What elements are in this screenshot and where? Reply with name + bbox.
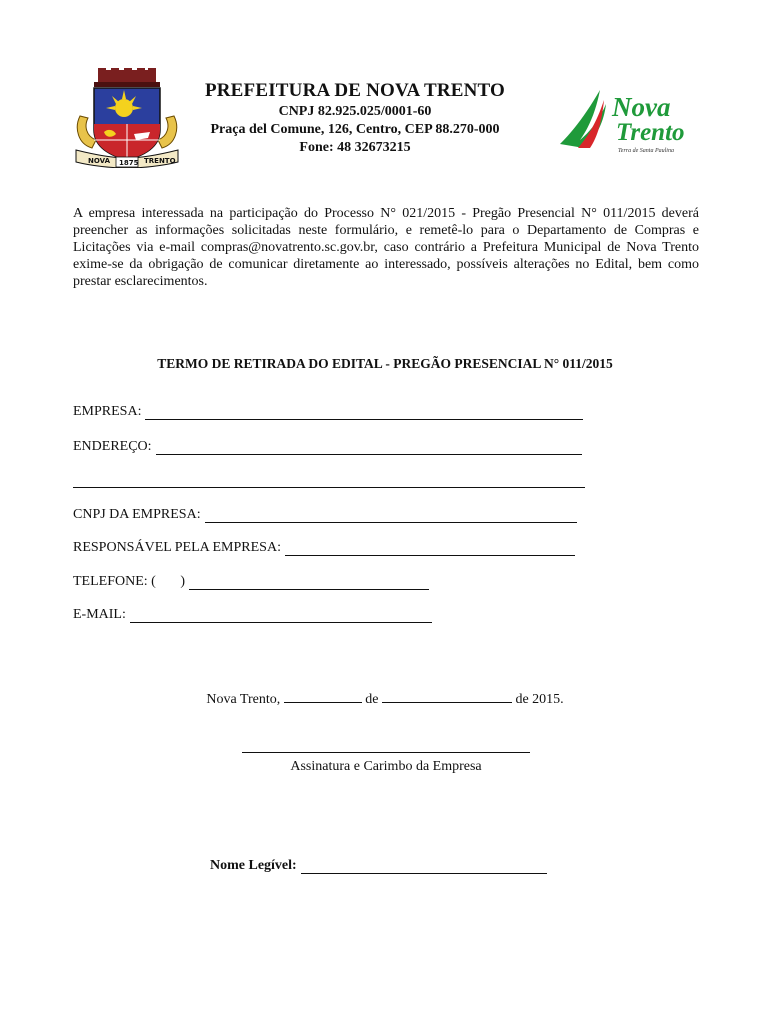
date-year: de 2015. [515, 692, 564, 707]
responsavel-label: RESPONSÁVEL PELA EMPRESA: [73, 540, 281, 555]
date-de: de [365, 692, 379, 707]
header-cnpj: CNPJ 82.925.025/0001-60 [278, 104, 432, 119]
crown-icon [94, 68, 160, 87]
empresa-field[interactable] [73, 404, 583, 420]
endereco-label: ENDEREÇO: [73, 439, 152, 454]
telefone-blank-line[interactable] [189, 576, 429, 590]
logo-text-nova: Nova [612, 92, 671, 122]
coat-of-arms-emblem [72, 68, 182, 168]
nome-legivel-label: Nome Legível: [210, 858, 297, 873]
logo-tagline: Terra de Santa Paulina [618, 148, 674, 154]
responsavel-field[interactable] [73, 540, 575, 556]
nome-legivel-blank-line[interactable] [301, 860, 547, 874]
ribbon-right-text: TRENTO [144, 157, 176, 165]
signature-line[interactable] [242, 752, 530, 753]
email-label: E-MAIL: [73, 607, 126, 622]
email-field[interactable] [73, 607, 432, 623]
header-address: Praça del Comune, 126, Centro, CEP 88.270-000 [210, 122, 500, 137]
ribbon-left-text: NOVA [88, 157, 110, 165]
telefone-label: TELEFONE: ( ) [73, 574, 185, 589]
nome-legivel-field[interactable] [210, 858, 547, 874]
intro-paragraph: A empresa interessada na participação do Processo N° 021/2015 - Pregão Presencial N° 011/2015 deverá preencher as informações solicitadas neste formulário, e remetê-lo para o Departamento de Compras e Licitações via e-mail compras@novatrento.sc.gov.br, caso contrário a Prefeitura Municipal de Nova Trento exime-se da obrigação de comunicar diretamente ao interessado, possíveis alterações no Edital, bem como prestar esclarecimentos. [73, 206, 699, 289]
empresa-label: EMPRESA: [73, 404, 142, 419]
date-month-blank[interactable] [382, 690, 512, 703]
ribbon-year-text: 1875 [119, 159, 139, 167]
cnpj-blank-line[interactable] [205, 509, 577, 523]
page-title: PREFEITURA DE NOVA TRENTO [204, 80, 506, 101]
endereco-continuation-field[interactable] [73, 474, 585, 488]
date-line [0, 690, 770, 708]
email-blank-line[interactable] [130, 609, 432, 623]
endereco-continuation-line[interactable] [73, 474, 585, 488]
telefone-field[interactable] [73, 574, 429, 590]
signature-label: Assinatura e Carimbo da Empresa [290, 759, 482, 774]
header-phone: Fone: 48 32673215 [299, 140, 411, 155]
logo-text-trento: Trento [616, 119, 685, 146]
cnpj-field[interactable] [73, 507, 577, 523]
nova-trento-logo [556, 86, 702, 156]
date-city: Nova Trento, [206, 692, 281, 707]
date-day-blank[interactable] [284, 690, 362, 703]
responsavel-blank-line[interactable] [285, 542, 575, 556]
endereco-blank-line[interactable] [156, 441, 582, 455]
endereco-field[interactable] [73, 439, 582, 455]
form-title: TERMO DE RETIRADA DO EDITAL - PREGÃO PRESENCIAL N° 011/2015 [157, 356, 613, 371]
empresa-blank-line[interactable] [145, 406, 583, 420]
cnpj-label: CNPJ DA EMPRESA: [73, 507, 201, 522]
